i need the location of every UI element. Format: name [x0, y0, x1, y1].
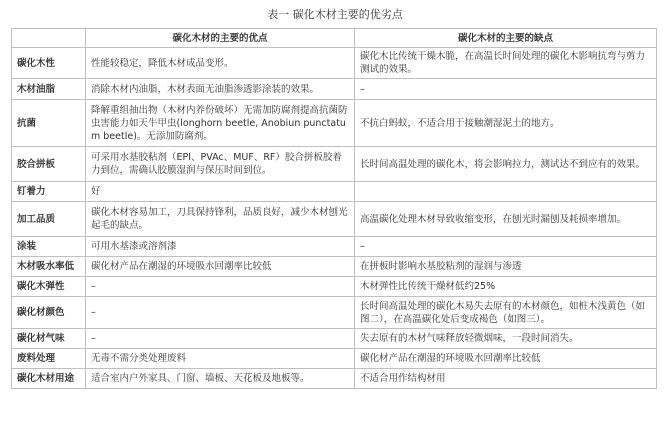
- con-cell: 碳化木比传统干燥木脆，在高温长时间处理的碳化木影响抗弯与剪力测试的效果。: [355, 48, 657, 79]
- table-row: [12, 277, 657, 297]
- con-cell: –: [355, 237, 657, 257]
- con-cell: [355, 182, 657, 202]
- pro-cell: 降解重组抽出物（木材内养份破坏）无需加防腐剂提高抗菌防虫害能力如天牛甲虫(longhorn beetle, Anobiun punctatum beetle)。无添加防腐剂。: [86, 100, 355, 147]
- pro-cell: 好: [86, 182, 355, 202]
- row-label: 木材吸水率低: [12, 257, 86, 277]
- pro-cell: –: [86, 329, 355, 349]
- con-cell: 高温碳化处理木材导致收缩变形，在刨光时漏刨及耗损率增加。: [355, 202, 657, 237]
- row-label: 碳化木性: [12, 48, 86, 79]
- row-label: 加工品质: [12, 202, 86, 237]
- table-row: [12, 202, 657, 237]
- pros-cons-table: [11, 28, 657, 389]
- header-pros: 碳化木材的主要的优点: [86, 29, 355, 48]
- table-row: [12, 369, 657, 389]
- table-row: [12, 297, 657, 329]
- pro-cell: 消除木材内油脂，木材表面无油脂渗透影涂装的效果。: [86, 79, 355, 100]
- table-row: [12, 147, 657, 182]
- header-blank: [12, 29, 86, 48]
- row-label: 抗菌: [12, 100, 86, 147]
- table-row: [12, 79, 657, 100]
- row-label: 废料处理: [12, 349, 86, 369]
- table-row: [12, 182, 657, 202]
- row-label: 碳化材颜色: [12, 297, 86, 329]
- con-cell: 不抗白蚂蚁，不适合用于接触潮湿泥土的地方。: [355, 100, 657, 147]
- con-cell: 不适合用作结构材用: [355, 369, 657, 389]
- row-label: 钉着力: [12, 182, 86, 202]
- row-label: 碳化材气味: [12, 329, 86, 349]
- table-row: [12, 329, 657, 349]
- pro-cell: 性能较稳定，降低木材成品变形。: [86, 48, 355, 79]
- con-cell: 碳化材产品在潮湿的环境吸水回潮率比较低: [355, 349, 657, 369]
- pro-cell: 碳化木材容易加工，刀具保持锋利，品质良好，减少木材刨光起毛的缺点。: [86, 202, 355, 237]
- row-label: 碳化木弹性: [12, 277, 86, 297]
- table-row: [12, 48, 657, 79]
- row-label: 碳化木材用途: [12, 369, 86, 389]
- table-row: [12, 349, 657, 369]
- row-label: 木材油脂: [12, 79, 86, 100]
- row-label: 涂装: [12, 237, 86, 257]
- con-cell: –: [355, 79, 657, 100]
- header-row: [12, 29, 657, 48]
- pro-cell: 无毒不需分类处理废料: [86, 349, 355, 369]
- pro-cell: 可用水基漆或溶剂漆: [86, 237, 355, 257]
- table-row: [12, 257, 657, 277]
- row-label: 胶合拼板: [12, 147, 86, 182]
- con-cell: 长时间高温处理的碳化木易失去原有的木材颜色，如桩木浅黄色（如图二），在高温碳化处后变成褐色（如图三）。: [355, 297, 657, 329]
- con-cell: 木材弹性比传统干燥材低约25%: [355, 277, 657, 297]
- pro-cell: –: [86, 297, 355, 329]
- con-cell: 在拼板时影响水基胶粘剂的湿润与渗透: [355, 257, 657, 277]
- header-cons: 碳化木材的主要的缺点: [355, 29, 657, 48]
- con-cell: 长时间高温处理的碳化木，将会影响拉力，测试达不到应有的效果。: [355, 147, 657, 182]
- pro-cell: –: [86, 277, 355, 297]
- table-row: [12, 237, 657, 257]
- con-cell: 失去原有的木材气味释放轻微烟味，一段时间消失。: [355, 329, 657, 349]
- table-row: [12, 100, 657, 147]
- pro-cell: 碳化材产品在潮湿的环境吸水回潮率比较低: [86, 257, 355, 277]
- table-title: 表一 碳化木材主要的优劣点: [267, 8, 403, 21]
- pro-cell: 可采用水基胶粘剂（EPI、PVAc、MUF、RF）胶合拼板胶着力到位，需确认胶膜湿润与保压时间到位。: [86, 147, 355, 182]
- pro-cell: 适合室内户外家具、门窗、墙板、天花板及地板等。: [86, 369, 355, 389]
